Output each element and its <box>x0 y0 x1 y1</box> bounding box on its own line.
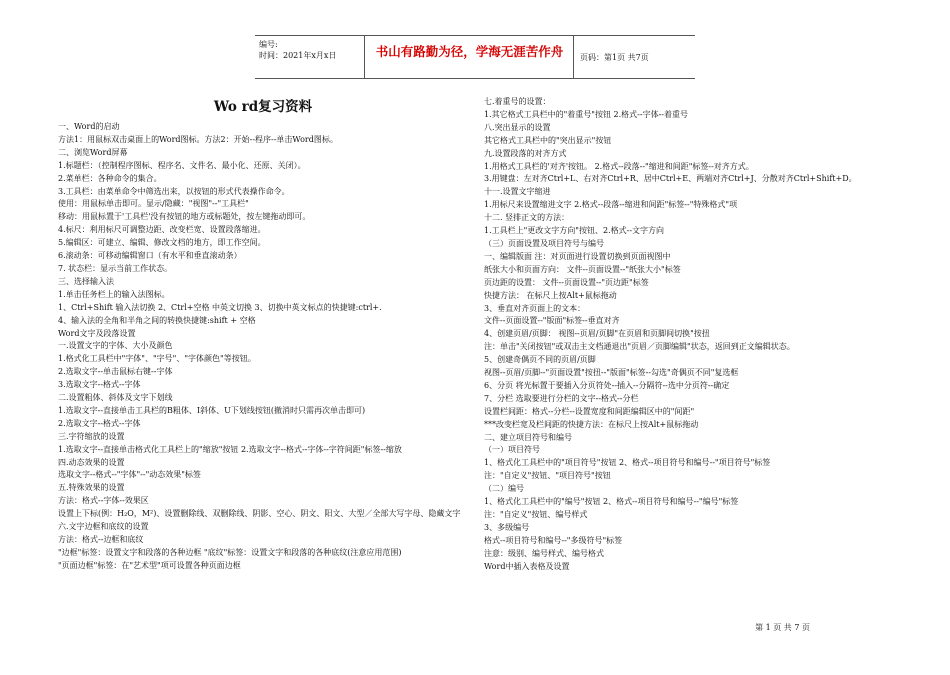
document-title: Wo rd复习资料 <box>213 99 313 115</box>
text-line: （三）页面设置及项目符号与编号 <box>484 238 604 248</box>
text-line: 四.动态效果的设置 <box>58 457 125 467</box>
text-line: 注：单击"关闭按钮"或双击主文档通退出"页眉／页脚编辑"状态，返回到正文编辑状态。 <box>484 342 795 352</box>
text-line: 纸张大小和页面方向： 文件--页面设置--"纸张大小"标签 <box>484 264 681 274</box>
text-line: 1、格式化工具栏中的"项目符号"按钮 2、格式--项目符号和编号--"项目符号"标签 <box>484 458 771 468</box>
text-line: 3.选取文字--格式--字体 <box>58 380 141 390</box>
text-line: 1、格式化工具栏中的"编号"按钮 2、格式--项目符号和编号--"编号"标签 <box>484 497 739 507</box>
text-line: 八.突出显示的设置 <box>484 122 551 132</box>
text-line: 二、建立项目符号和编号 <box>484 432 572 442</box>
text-line: 十一.设置文字缩进 <box>484 187 551 197</box>
text-line: 二.设置粗体、斜体及文字下划线 <box>58 393 173 403</box>
left-column <box>58 96 468 573</box>
text-line: 格式--项目符号和编号--"多级符号"标签 <box>484 535 623 545</box>
text-line: 1.选取文字--直接单击工具栏的B粗体、I斜体、U下划线按钮(撤消时只需再次单击即可) <box>58 405 366 415</box>
text-line: 设置上下标(例：H₂O，M²)、设置删除线、双删除线、阴影、空心、阴文、阳文、大型／全部大写字母、隐藏文字 <box>58 509 461 519</box>
text-line: 1.用格式工具栏的'对齐'按钮。 2.格式--段落--"缩进和间距"标签--对齐方式。 <box>484 161 754 171</box>
text-line: 1.用标尺来设置缩进文字 2.格式--段落--缩进和间距"标签--"特殊格式"项 <box>484 200 738 210</box>
text-line: 4、创建页眉/页脚： 视图--页眉/页脚"在页眉和页脚间切换"按扭 <box>484 329 710 339</box>
text-line: 4、输入法的全角和半角之间的转换快捷键:shift + 空格 <box>58 315 256 325</box>
text-line: 一、编辑版面 注：对页面进行设置切换到页面视图中 <box>484 251 671 261</box>
text-line: 六.文字边框和底纹的设置 <box>58 522 149 532</box>
right-column <box>484 96 896 574</box>
text-line: 七.着重号的设置： <box>484 97 551 106</box>
text-line: Word中插入表格及设置 <box>484 561 570 571</box>
text-line: 1.标题栏：（控制程序图标、程序名、文件名、最小化、还原、关闭）。 <box>58 160 306 170</box>
text-line: "页面边框"标签：在"艺术型"项可设置各种页面边框 <box>58 560 241 570</box>
text-line: 方法：格式--字体--效果区 <box>58 496 149 506</box>
text-line: 1.工具栏上"更改文字方向"按钮、2.格式--文字方向 <box>484 226 665 236</box>
text-line: ***改变栏宽及栏间距的快捷方法：在标尺上按Alt+鼠标拖动 <box>484 419 699 429</box>
text-line: 7、分栏 选取要进行分栏的文字--格式--分栏 <box>484 393 639 403</box>
text-line: 二、浏览Word屏幕 <box>58 147 128 157</box>
text-line: 方法1：用鼠标双击桌面上的Word图标。方法2：开始--程序--单击Word图标。 <box>58 134 338 144</box>
text-line: 一.设置文字的字体、大小及颜色 <box>58 341 173 351</box>
text-line: 3.工具栏：由菜单命令中筛选出来，以按钮的形式代表操作命令。 <box>58 186 290 196</box>
text-line: 7. 状态栏：显示当前工作状态。 <box>58 263 173 273</box>
text-line: 5.编辑区：可建立、编辑、修改文档的地方，即工作空间。 <box>58 238 266 248</box>
text-line: 2.选取文字--单击鼠标右键--字体 <box>58 367 173 377</box>
text-line: 3.用键盘：左对齐Ctrl+L、右对齐Ctrl+R、居中Ctrl+E、两端对齐Ctrl+J、分散对齐Ctrl+Shift+D。 <box>484 174 857 184</box>
text-line: 1、Ctrl+Shift 输入法切换 2、Ctrl+空格 中英文切换 3、切换中英文标点的快捷键:ctrl+. <box>58 302 382 312</box>
text-line: 6、分页 将光标置于要插入分页符处--插入--分隔符--选中分页符--确定 <box>484 380 730 390</box>
text-line: 其它格式工具栏中的"突出显示"按钮 <box>484 135 612 145</box>
left-column-lines <box>58 121 468 573</box>
text-line: 1.格式化工具栏中"字体"、"字号"、"字体颜色"等按钮。 <box>58 354 256 364</box>
text-line: 一、Word的启动 <box>58 122 120 131</box>
text-line: 5、创建奇偶页不同的页眉/页脚 <box>484 355 596 365</box>
text-line: 3、垂直对齐页面上的文本： <box>484 303 586 313</box>
text-line: 方法：格式--边框和底纹 <box>58 535 144 544</box>
header-time-label: 时间：2021年x月x日 <box>259 51 337 60</box>
text-line: 五.特殊效果的设置 <box>58 483 125 493</box>
header-motto: 书山有路勤为径，学海无涯苦作舟 <box>375 44 564 59</box>
text-line: 注："自定义"按钮、"项目符号"按钮 <box>484 471 611 481</box>
text-line: 文件--页面设置--"版面"标签--垂直对齐 <box>484 316 620 326</box>
text-line: 移动：用鼠标置于'工具栏'没有按钮的地方或标题处，按左键拖动即可。 <box>58 212 311 222</box>
text-line: 九.设置段落的对齐方式 <box>484 148 567 158</box>
page-header <box>255 35 695 79</box>
text-line: 2.选取文字--格式--字体 <box>58 418 141 428</box>
text-line: 三、选择输入法 <box>58 276 114 286</box>
text-line: Word文字及段落设置 <box>58 328 136 338</box>
header-number-label: 编号: <box>259 40 278 49</box>
text-line: "边框"标签：设置文字和段落的各种边框 "底纹"标签：设置文字和段落的各种底纹(注意应用范围) <box>58 547 402 557</box>
text-line: 6.滚动条：可移动编辑窗口（有水平和垂直滚动条） <box>58 251 242 261</box>
text-line: 3、多级编号 <box>484 522 530 532</box>
text-line: 使用：用鼠标单击即可。显示/隐藏："视图"--"工具栏" <box>58 199 249 209</box>
text-line: 三.字符缩放的设置 <box>58 431 125 441</box>
text-line: 选取文字--格式--"字体"--"动态效果"标签 <box>58 470 201 480</box>
text-line: 视图--页眉/页脚--"页面设置"按扭--"版面"标签--勾选"奇偶页不同"复选框 <box>484 368 739 378</box>
text-line: 4.标尺：利用标尺可调整边距、改变栏宽、设置段落缩进。 <box>58 225 266 235</box>
page-footer: 第 1 页 共 7 页 <box>755 623 810 632</box>
right-column-lines <box>484 96 896 574</box>
text-line: 1.单击任务栏上的输入法图标。 <box>58 289 170 299</box>
text-line: 1.选取文字--直接单击格式化工具栏上的"缩放"按钮 2.选取文字--格式--字体--字符间距"标签--缩放 <box>58 444 402 454</box>
text-line: （一）项目符号 <box>484 445 540 455</box>
text-line: 注："自定义"按钮、编号样式 <box>484 510 588 519</box>
text-line: （二）编号 <box>484 484 524 494</box>
text-line: 2.菜单栏：各种命令的集合。 <box>58 173 162 183</box>
text-line: 快捷方法： 在标尺上按Alt+鼠标拖动 <box>484 290 617 300</box>
text-line: 1.其它格式工具栏中的"着重号"按钮 2.格式--字体--着重号 <box>484 109 688 119</box>
text-line: 注意：级别、编号样式、编号格式 <box>484 548 604 558</box>
text-line: 设置栏间距：格式--分栏--设置宽度和间距编辑区中的"间距" <box>484 406 695 416</box>
header-page-label: 页码：第1页 共7页 <box>573 36 695 78</box>
text-line: 十二. 竖排正文的方法： <box>484 213 570 223</box>
header-info-cell <box>255 36 365 78</box>
text-line: 页边距的设置： 文件--页面设置--"页边距"标签 <box>484 277 649 287</box>
